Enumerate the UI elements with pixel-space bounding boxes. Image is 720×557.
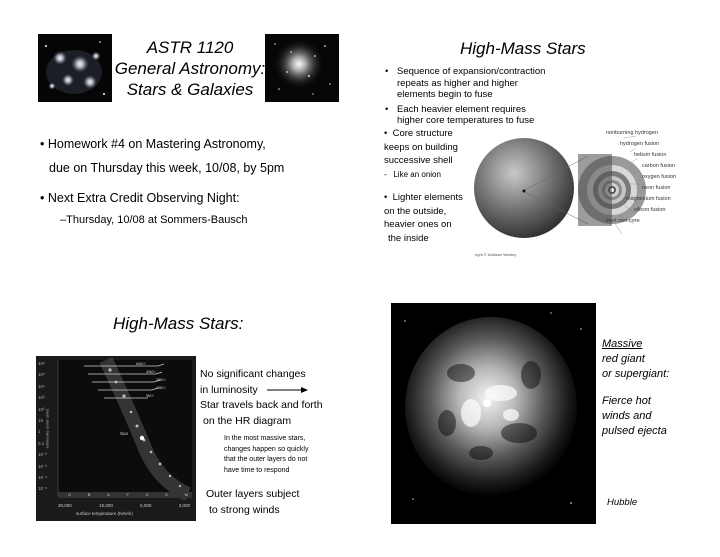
heavier-line-1: • Each heavier element requires — [397, 103, 526, 115]
ytick: 10² — [38, 406, 45, 412]
lighter-line-1-text: Lighter elements — [392, 192, 463, 203]
small-line-3: that the outer layers do not — [224, 456, 308, 463]
ytick: 10⁴ — [38, 383, 45, 389]
label-inert-iron-core: inert iron core — [606, 218, 640, 224]
core-sub: - Like an onion — [384, 169, 441, 179]
layer-labels — [606, 128, 710, 227]
arrow-right-icon — [267, 386, 309, 394]
label-carbon-fusion: carbon fusion — [642, 163, 676, 169]
bullet-2-line-1: • Next Extra Credit Observing Night: — [40, 191, 240, 205]
ytick: 1 — [38, 429, 41, 435]
xtick: 3,000 — [178, 503, 190, 508]
core-line-2: keeps on building — [384, 141, 458, 153]
globular-cluster-photo — [265, 34, 339, 102]
lighter-line-3: heavier ones on — [384, 219, 452, 230]
outer-line-2: to strong winds — [209, 503, 280, 516]
caption-line-5: winds and — [602, 410, 652, 422]
ytick: 0.1 — [38, 440, 45, 446]
track-label: 25M☉ — [156, 378, 166, 382]
ytick: 10 — [38, 418, 44, 424]
title-line-2: General Astronomy: — [114, 59, 266, 78]
massive-stars-note — [224, 434, 308, 476]
core-line-3: successive shell — [384, 155, 453, 166]
spectral-class: M — [184, 492, 188, 497]
slide2-bullets — [383, 66, 573, 127]
label-hydrogen-fusion: hydrogen fusion — [620, 141, 660, 147]
lighter-line-1: • Lighter elements — [384, 192, 463, 203]
caption-line-4: Fierce hot — [602, 395, 651, 407]
title-line-1: ASTR 1120 — [146, 38, 234, 57]
lighter-line-2: on the outside, — [384, 205, 447, 217]
lighter-line-4: the inside — [388, 232, 429, 244]
small-line-4: have time to respond — [224, 466, 290, 474]
spectral-class: O — [68, 492, 72, 497]
hr-xlabel: surface temperature (Kelvin) — [76, 511, 133, 516]
label-nonburning-hydrogen: nonburning hydrogen — [606, 130, 658, 136]
notes-line-2-row — [200, 383, 323, 399]
ytick: 10⁻² — [38, 452, 47, 458]
notes-line-1: No significant changes — [200, 368, 306, 380]
star-sphere — [474, 138, 574, 238]
slide2-title: High-Mass Stars — [460, 39, 586, 58]
label-helium-fusion: helium fusion — [634, 152, 667, 158]
copyright-note: right © Addison Wesley — [475, 252, 517, 257]
lighter-elements-text — [384, 191, 463, 245]
caption-line-3: or supergiant: — [602, 368, 670, 380]
sequence-line-1: • Sequence of expansion/contraction — [397, 66, 546, 77]
track-label: 40M☉ — [146, 370, 156, 374]
pleiades-photo — [38, 34, 112, 102]
xtick: 6,000 — [140, 503, 152, 508]
ytick: 10⁻⁴ — [38, 475, 48, 481]
label-silicon-fusion: silicon fusion — [634, 207, 666, 213]
ytick: 10⁻³ — [38, 463, 47, 469]
core-sub-text: Like an onion — [393, 169, 441, 179]
outer-layers-note — [206, 487, 299, 518]
core-structure-text — [384, 127, 458, 181]
spectral-class: B — [87, 492, 91, 497]
bullet-1-line-1: • Homework #4 on Mastering Astronomy, — [40, 137, 266, 151]
outer-line-1: Outer layers subject — [206, 488, 300, 500]
notes-line-3: Star travels back and forth — [200, 399, 323, 411]
bullet-2-line-2: –Thursday, 10/08 at Sommers-Bausch — [60, 214, 248, 226]
ytick: 10⁵ — [38, 372, 45, 378]
ytick: 10⁶ — [38, 361, 45, 366]
xtick: 30,000 — [58, 503, 72, 508]
spectral-class: F — [126, 492, 129, 497]
small-line-1: In the most massive stars, — [224, 435, 306, 442]
heavier-line-2: higher core temperatures to fuse — [397, 115, 535, 126]
hr-diagram — [36, 356, 196, 521]
label-oxygen-fusion: oxygen fusion — [642, 174, 676, 180]
core-line-1: • Core structure — [384, 128, 453, 139]
spectral-class: G — [145, 492, 149, 497]
track-label: 15M☉ — [156, 386, 166, 390]
title-line-3: Stars & Galaxies — [126, 80, 254, 99]
spectral-class: K — [165, 492, 168, 497]
label-neon-fusion: neon fusion — [642, 185, 671, 191]
caption-line-1: Massive — [602, 338, 643, 350]
hr-sun-label: Sun — [120, 431, 129, 436]
hr-notes — [200, 367, 323, 429]
hr-ylabel: luminosity (solar units) — [44, 408, 50, 449]
slide1-bullet-1 — [40, 132, 284, 180]
bullet-sequence — [383, 66, 573, 101]
slide3-title: High-Mass Stars: — [113, 314, 244, 333]
notes-line-2: in luminosity — [200, 383, 258, 396]
xtick: 10,000 — [99, 503, 113, 508]
nebula-caption — [602, 337, 669, 439]
caption-line-2: red giant — [602, 353, 645, 365]
bullet-heavier — [383, 104, 573, 127]
onion-star-diagram — [472, 126, 712, 256]
slide1-title — [108, 37, 272, 100]
hr-x-ticks — [58, 503, 190, 508]
ytick: 10³ — [38, 395, 45, 401]
slide1-bullet-2 — [40, 187, 248, 231]
bullet-1-line-2: due on Thursday this week, 10/08, by 5pm — [49, 161, 285, 175]
track-label: 9M☉ — [146, 394, 154, 398]
hr-track-labels — [136, 360, 166, 400]
label-magnesium-fusion: magnesium fusion — [626, 196, 671, 202]
caption-line-6: pulsed ejecta — [602, 425, 667, 437]
nebula-photo — [391, 303, 596, 524]
hr-spectral-classes — [68, 492, 188, 497]
spectral-class: A — [107, 492, 110, 497]
small-line-2: changes happen so quickly — [224, 445, 309, 453]
caption-spacer — [602, 382, 669, 394]
sequence-line-3: elements begin to fuse — [397, 89, 493, 100]
notes-line-4: on the HR diagram — [203, 414, 292, 427]
ytick: 10⁻⁵ — [38, 486, 48, 492]
track-label: 60M☉ — [136, 362, 146, 366]
sequence-line-2: repeats as higher and higher — [397, 77, 518, 89]
core-line-1-text: Core structure — [392, 128, 453, 139]
hubble-credit: Hubble — [607, 497, 638, 508]
